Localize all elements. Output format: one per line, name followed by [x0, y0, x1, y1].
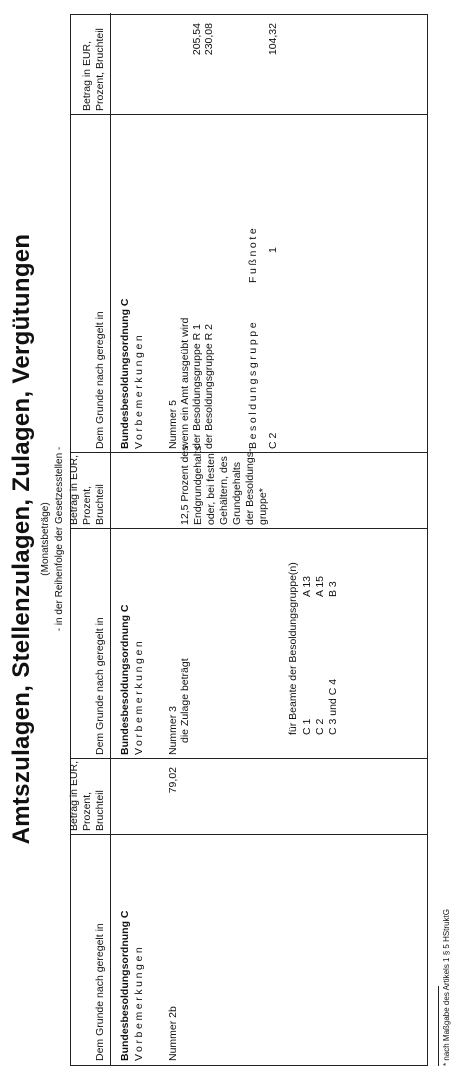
header-cell-ground: Dem Grunde nach geregelt in — [71, 115, 111, 453]
col1-entry-value: 79,02 — [167, 767, 179, 794]
col2-beamte-row-left: C 1 — [301, 718, 313, 735]
col3-group-row-group: C 2 — [267, 432, 279, 449]
col1-entry-label: Nummer 2b — [167, 1006, 179, 1061]
col2-entry-value-line: Grundgehalts — [231, 461, 243, 525]
col3-entry-line: der Besoldungsgruppe R 2 — [203, 324, 215, 449]
col2-heading: Bundesbesoldungsordnung C — [119, 604, 131, 755]
col3-group-row-value: 104,32 — [267, 23, 279, 56]
col2-entry-value-line: 12,5 Prozent des — [179, 445, 191, 525]
col3-entry-line: der Besoldungsgruppe R 1 — [191, 324, 203, 449]
column-divider — [71, 528, 427, 529]
header-amount-line2: Prozent, Bruchteil — [81, 790, 106, 831]
header-amount-line1: Betrag in EUR, — [81, 40, 93, 111]
col2-entry-value-line: Endgrundgehalts — [192, 445, 204, 525]
footnote-rule — [438, 986, 439, 1066]
header-cell-amount — [71, 13, 111, 115]
header-amount-line2: Prozent, Bruchteil — [94, 28, 106, 111]
col2-beamte-row-left: C 2 — [314, 718, 326, 735]
header-amount-line1: Betrag in EUR, — [68, 760, 80, 831]
col3-group-label: Besoldungsgruppe — [247, 319, 259, 449]
col2-entry-value-line: oder, bei festen — [205, 453, 217, 525]
column-divider — [71, 834, 427, 835]
header-cell-amount — [68, 453, 111, 529]
col2-entry-value-line: Gehältern, des — [218, 456, 230, 525]
col3-entry-value: 230,08 — [203, 23, 215, 56]
col2-beamte-row-left: C 3 und C 4 — [327, 678, 339, 735]
col2-beamte-row-right: A 15 — [314, 575, 326, 597]
col3-heading: Bundesbesoldungsordnung C — [119, 298, 131, 449]
column-divider — [71, 758, 427, 759]
col3-entry-value: 205,54 — [191, 23, 203, 56]
header-amount-line1: Betrag in EUR, — [68, 454, 80, 525]
col3-vorbemerkungen: Vorbemerkungen — [133, 332, 145, 449]
col3-group-row-note: 1 — [267, 247, 279, 253]
col2-beamte-row-right: A 13 — [301, 575, 313, 597]
header-cell-amount — [68, 759, 111, 835]
col2-entry-text: die Zulage beträgt — [179, 658, 191, 743]
col2-beamte-label: für Beamte der Besoldungsgruppe(n) — [287, 562, 299, 735]
col2-entry-value-line: der Besoldungs- — [244, 448, 256, 525]
col2-entry-label: Nummer 3 — [167, 705, 179, 755]
allowance-table — [70, 14, 428, 1066]
header-amount-line2: Prozent, Bruchteil — [81, 484, 106, 525]
col1-vorbemerkungen: Vorbemerkungen — [133, 944, 145, 1061]
header-cell-ground: Dem Grunde nach geregelt in — [71, 529, 111, 759]
page-subtitle-order: - in der Reihenfolge der Gesetzesstellen - — [54, 446, 65, 632]
col2-entry-value-line: gruppe* — [257, 488, 269, 525]
page-title: Amtszulagen, Stellenzulagen, Zulagen, Vergütungen — [8, 233, 35, 845]
footnote: * nach Maßgabe des Artikels 1 § 5 HStruktG — [442, 909, 451, 1066]
col3-entry-label: Nummer 5 — [167, 399, 179, 449]
header-cell-ground: Dem Grunde nach geregelt in — [71, 835, 111, 1065]
col1-heading: Bundesbesoldungsordnung C — [119, 910, 131, 1061]
page-subtitle: (Monatsbeträge) — [40, 502, 51, 576]
col2-vorbemerkungen: Vorbemerkungen — [133, 638, 145, 755]
col3-footnote-label: Fußnote — [247, 225, 259, 283]
column-divider — [71, 114, 427, 115]
col3-entry-line: wenn ein Amt ausgeübt wird — [179, 317, 191, 449]
col2-beamte-row-right: B 3 — [327, 581, 339, 597]
